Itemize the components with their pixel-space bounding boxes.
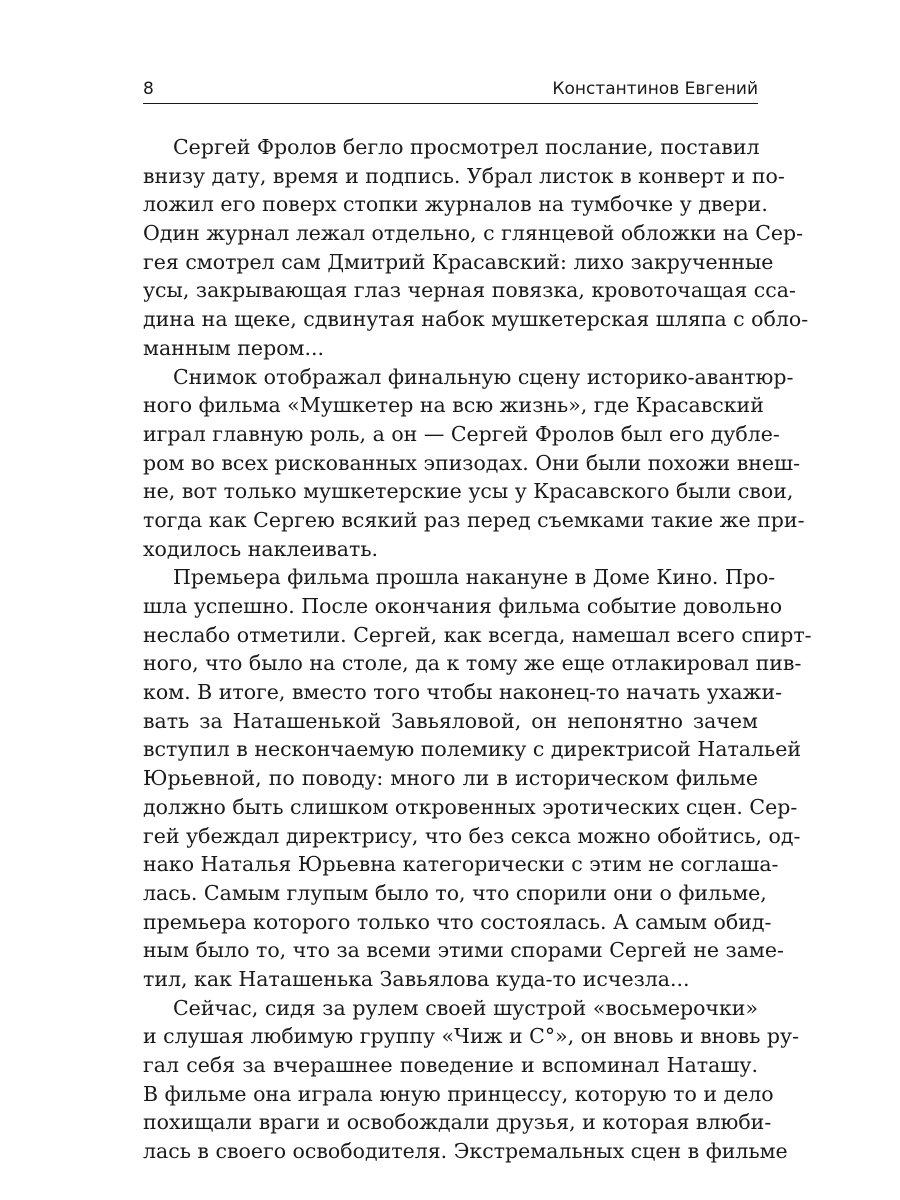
text-line: гея смотрел сам Дмитрий Красавский: лихо закрученные <box>143 249 774 274</box>
text-line: гей убеждал директрису, что без секса можно обойтись, од- <box>143 823 801 848</box>
text-line: ходилось наклеивать. <box>143 536 379 561</box>
running-header <box>143 76 758 102</box>
text-line: не, вот только мушкетерские усы у Красавского были свои, <box>143 479 794 504</box>
text-line: лась. Самым глупым было то, что спорили они о фильме, <box>143 880 767 905</box>
text-line: и слушая любимую группу «Чиж и С°», он вновь и вновь ру- <box>143 1024 800 1049</box>
paragraph <box>143 563 812 993</box>
running-title-author: Константинов Евгений <box>552 79 758 99</box>
text-line: должно быть слишком откровенных эротических сцен. Сер- <box>143 794 798 819</box>
text-line: В фильме она играла юную принцессу, которую то и дело <box>143 1081 774 1106</box>
text-line: ного фильма «Мушкетер на всю жизнь», где Красавский <box>143 393 764 418</box>
body-text <box>143 133 812 1166</box>
text-line: лась в своего освободителя. Экстремальных сцен в фильме <box>143 1139 788 1164</box>
text-line: ложил его поверх стопки журналов на тумбочке у двери. <box>143 192 768 217</box>
text-line: Юрьевной, по поводу: много ли в историческом фильме <box>143 766 758 791</box>
text-line: вать за Наташенькой Завьяловой, он непонятно зачем <box>143 708 758 733</box>
text-line: похищали враги и освобождали друзья, и которая влюби- <box>143 1110 772 1135</box>
text-line: дина на щеке, сдвинутая набок мушкетерская шляпа с обло- <box>143 307 809 332</box>
text-line: Премьера фильма прошла накануне в Доме Кино. Про- <box>173 565 776 590</box>
text-line: Снимок отображал финальную сцену историко-авантюр- <box>173 364 794 389</box>
header-rule <box>143 103 758 104</box>
text-line: неслабо отметили. Сергей, как всегда, намешал всего спирт- <box>143 622 812 647</box>
text-line: Сергей Фролов бегло просмотрел послание, поставил <box>173 135 760 159</box>
paragraph <box>143 994 800 1166</box>
text-line: ного, что было на столе, да к тому же еще отлакировал пив- <box>143 651 802 676</box>
text-line: усы, закрывающая глаз черная повязка, кровоточащая сса- <box>143 278 796 303</box>
text-line: Один журнал лежал отдельно, с глянцевой обложки на Сер- <box>143 221 804 246</box>
text-line: ром во всех рискованных эпизодах. Они были похожи внеш- <box>143 450 801 475</box>
page-number: 8 <box>143 79 154 99</box>
text-line: нако Наталья Юрьевна категорически с этим не соглаша- <box>143 852 779 877</box>
text-line: ком. В итоге, вместо того чтобы наконец-то начать ухажи- <box>143 680 783 705</box>
text-line: играл главную роль, а он — Сергей Фролов был его дубле- <box>143 421 780 446</box>
text-line: Сейчас, сидя за рулем своей шустрой «восьмерочки» <box>173 995 758 1020</box>
paragraph <box>143 363 805 564</box>
paragraph <box>143 133 809 363</box>
text-line: шла успешно. После окончания фильма событие довольно <box>143 594 783 618</box>
text-line: тил, как Наташенька Завьялова куда-то исчезла... <box>143 966 690 991</box>
text-line: манным пером... <box>143 335 325 360</box>
text-line: премьера которого только что состоялась. А самым обид- <box>143 909 772 934</box>
text-line: тогда как Сергею всякий раз перед съемками такие же при- <box>143 507 805 532</box>
text-line: вступил в нескончаемую полемику с директрисой Натальей <box>143 737 802 762</box>
text-line: гал себя за вчерашнее поведение и вспоминал Наташу. <box>143 1053 758 1077</box>
text-line: ным было то, что за всеми этими спорами Сергей не заме- <box>143 938 784 963</box>
text-line: внизу дату, время и подпись. Убрал листок в конверт и по- <box>143 163 785 188</box>
